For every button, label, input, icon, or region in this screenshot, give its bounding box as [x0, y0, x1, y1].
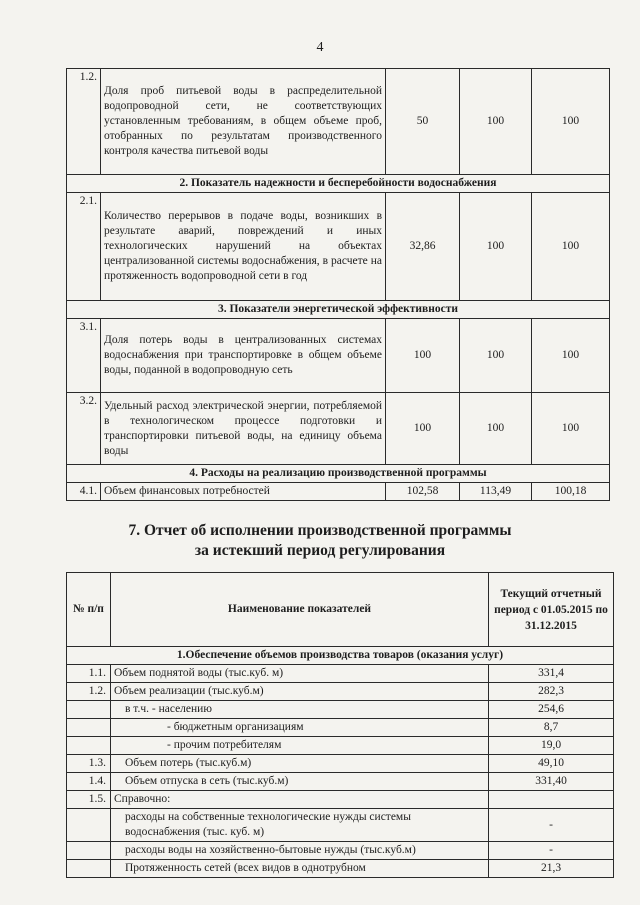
value-1: 100 — [386, 319, 460, 393]
indicator-value: 331,40 — [489, 773, 614, 791]
row-number — [67, 860, 111, 878]
table-row — [67, 719, 614, 737]
indicator-text: Доля проб питьевой воды в распределительной водопроводной сети, не соответствующих установленным требованиям, в общем объеме проб, отобранных по результатам производственного контроля качества питьевой воды — [101, 69, 386, 175]
row-number: 2.1. — [67, 193, 101, 301]
indicators-table — [66, 68, 610, 501]
table-row — [67, 755, 614, 773]
indicator-value: 254,6 — [489, 701, 614, 719]
row-number: 4.1. — [67, 483, 101, 501]
row-number: 1.2. — [67, 69, 101, 175]
indicator-name: - бюджетным организациям — [111, 719, 489, 737]
section7-title-line2: за истекший период регулирования — [194, 542, 446, 559]
indicator-name: расходы воды на хозяйственно-бытовые нужды (тыс.куб.м) — [111, 842, 489, 860]
indicator-name: - прочим потребителям — [111, 737, 489, 755]
table-row — [67, 809, 614, 842]
indicator-name: в т.ч. - населению — [111, 701, 489, 719]
indicator-name: Объем потерь (тыс.куб.м) — [111, 755, 489, 773]
table-row — [67, 193, 610, 301]
section-row — [67, 175, 610, 193]
value-3: 100 — [532, 69, 610, 175]
value-2: 100 — [460, 393, 532, 465]
header-indicator-name: Наименование показателей — [111, 573, 489, 647]
header-current-period: Текущий отчетный период с 01.05.2015 по 31.12.2015 — [489, 573, 614, 647]
table-row — [67, 393, 610, 465]
value-3: 100 — [532, 319, 610, 393]
row-number: 1.3. — [67, 755, 111, 773]
table-row — [67, 69, 610, 175]
row-number: 1.4. — [67, 773, 111, 791]
section-row — [67, 647, 614, 665]
indicator-value: 19,0 — [489, 737, 614, 755]
indicator-value: 8,7 — [489, 719, 614, 737]
value-2: 100 — [460, 193, 532, 301]
indicator-name: Объем поднятой воды (тыс.куб. м) — [111, 665, 489, 683]
indicator-value: 21,3 — [489, 860, 614, 878]
indicator-value: 331,4 — [489, 665, 614, 683]
row-number: 3.2. — [67, 393, 101, 465]
value-3: 100,18 — [532, 483, 610, 501]
section-heading: 1.Обеспечение объемов производства товаров (оказания услуг) — [67, 647, 614, 665]
value-2: 113,49 — [460, 483, 532, 501]
table-row — [67, 860, 614, 878]
table-row — [67, 483, 610, 501]
table-row — [67, 665, 614, 683]
value-1: 102,58 — [386, 483, 460, 501]
indicator-value: 49,10 — [489, 755, 614, 773]
indicator-value: - — [489, 842, 614, 860]
section7-title-line1: 7. Отчет об исполнении производственной программы — [128, 522, 512, 539]
row-number — [67, 701, 111, 719]
page-number: 4 — [316, 40, 324, 55]
value-3: 100 — [532, 393, 610, 465]
row-number — [67, 809, 111, 842]
row-number: 1.2. — [67, 683, 111, 701]
row-number — [67, 737, 111, 755]
indicator-name: Протяженность сетей (всех видов в однотрубном — [111, 860, 489, 878]
value-3: 100 — [532, 193, 610, 301]
header-number: № п/п — [67, 573, 111, 647]
section-heading: 3. Показатели энергетической эффективности — [67, 301, 610, 319]
table-row — [67, 773, 614, 791]
table-row — [67, 683, 614, 701]
value-1: 100 — [386, 393, 460, 465]
indicator-text: Объем финансовых потребностей — [101, 483, 386, 501]
row-number: 1.1. — [67, 665, 111, 683]
table-row — [67, 842, 614, 860]
table-row — [67, 319, 610, 393]
row-number: 3.1. — [67, 319, 101, 393]
table-row — [67, 737, 614, 755]
indicator-name: Объем реализации (тыс.куб.м) — [111, 683, 489, 701]
section-row — [67, 301, 610, 319]
value-2: 100 — [460, 69, 532, 175]
table-row — [67, 791, 614, 809]
value-2: 100 — [460, 319, 532, 393]
table-row — [67, 701, 614, 719]
section-heading: 2. Показатель надежности и бесперебойности водоснабжения — [67, 175, 610, 193]
section-row — [67, 465, 610, 483]
production-report-table — [66, 572, 614, 878]
row-number — [67, 842, 111, 860]
value-1: 32,86 — [386, 193, 460, 301]
section-heading: 4. Расходы на реализацию производственной программы — [67, 465, 610, 483]
indicator-text: Удельный расход электрической энергии, потребляемой в технологическом процессе подготовки и транспортировки питьевой воды, на единицу объема воды — [101, 393, 386, 465]
section7-title — [0, 521, 640, 561]
indicator-text: Доля потерь воды в централизованных системах водоснабжения при транспортировке в общем объеме воды, поданной в водопроводную сеть — [101, 319, 386, 393]
row-number — [67, 719, 111, 737]
indicator-value: 282,3 — [489, 683, 614, 701]
row-number: 1.5. — [67, 791, 111, 809]
indicator-text: Количество перерывов в подаче воды, возникших в результате аварий, повреждений и иных технологических нарушений на объектах централизованной системы водоснабжения, в расчете на протяженность водопроводной сети в год — [101, 193, 386, 301]
indicator-name: расходы на собственные технологические нужды системы водоснабжения (тыс. куб. м) — [111, 809, 489, 842]
indicator-name: Объем отпуска в сеть (тыс.куб.м) — [111, 773, 489, 791]
indicator-value — [489, 791, 614, 809]
indicator-value: - — [489, 809, 614, 842]
indicator-name: Справочно: — [111, 791, 489, 809]
value-1: 50 — [386, 69, 460, 175]
